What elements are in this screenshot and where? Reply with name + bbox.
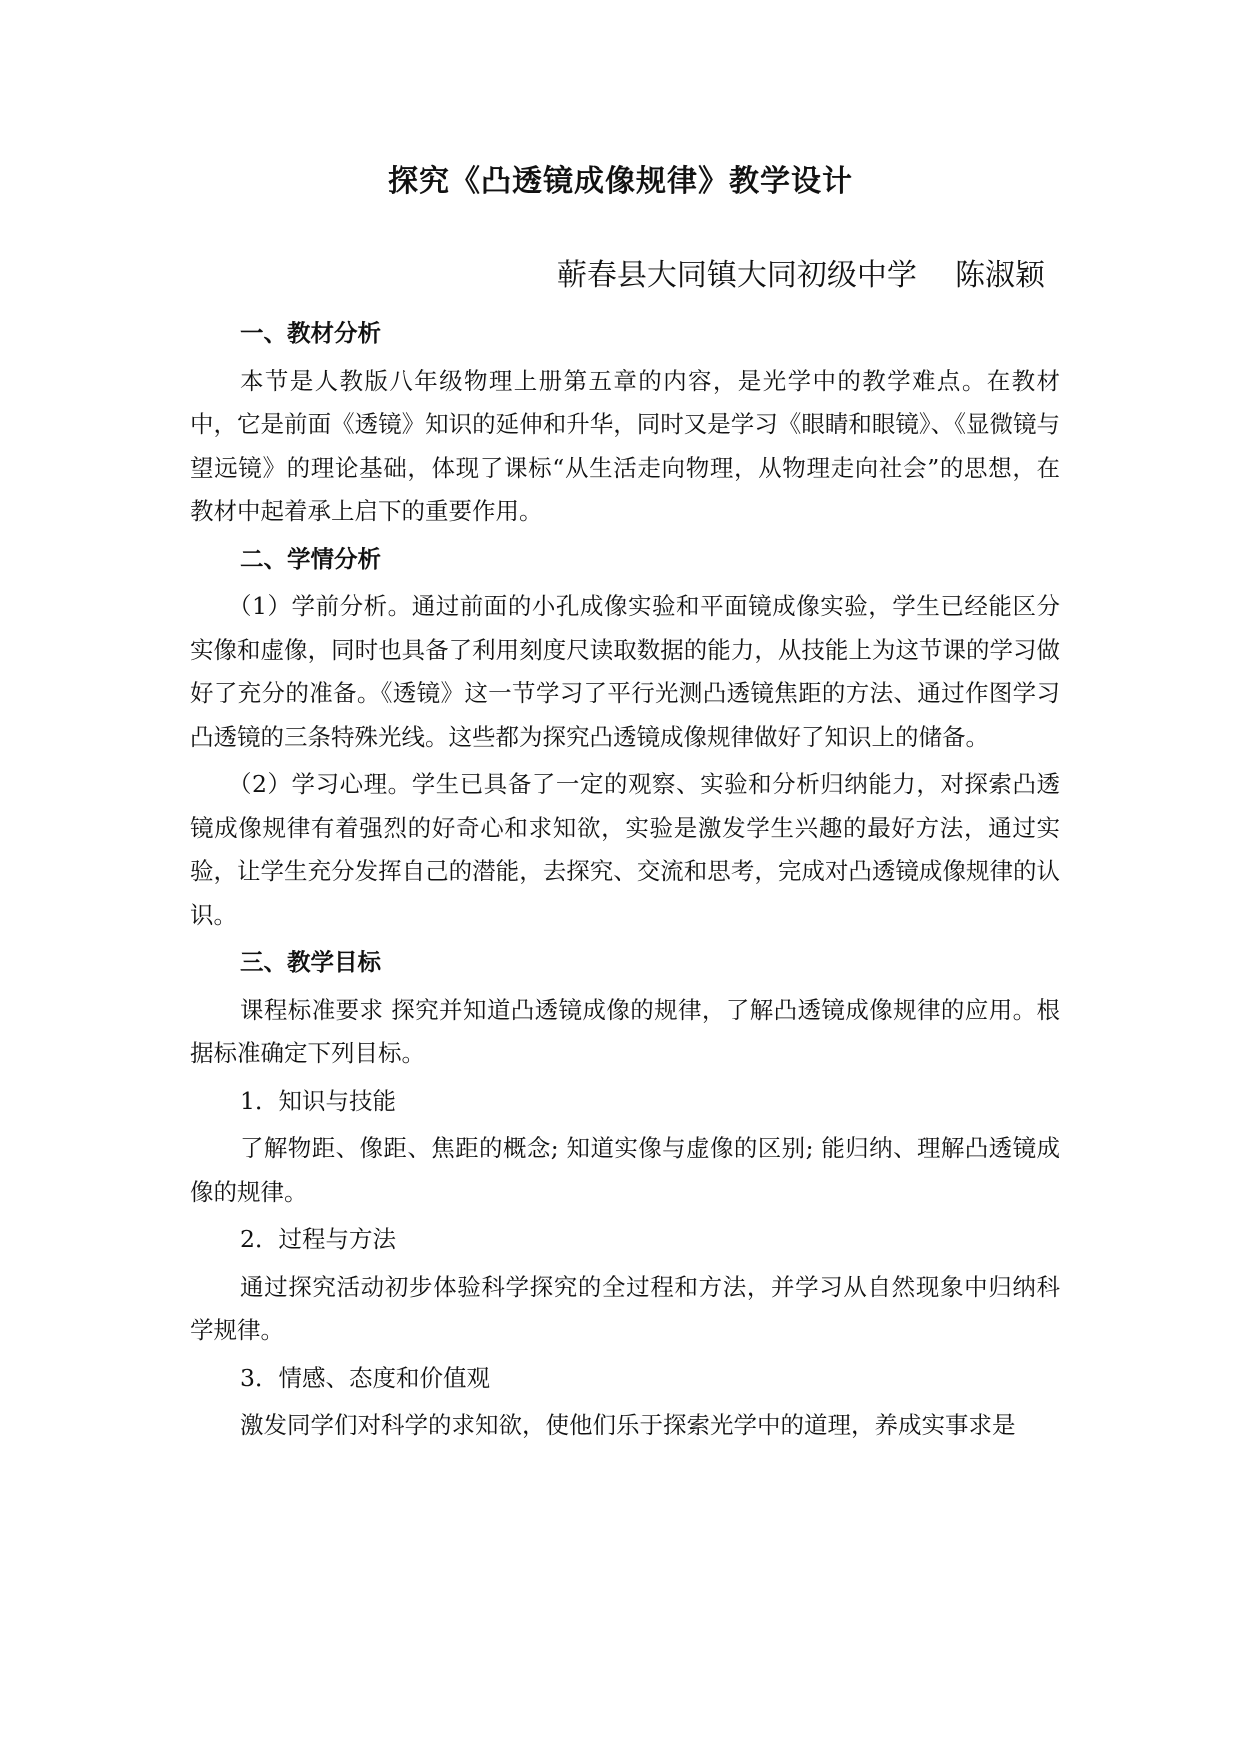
paragraph: （1）学前分析。通过前面的小孔成像实验和平面镜成像实验，学生已经能区分实像和虚像，同时也具备了利用刻度尺读取数据的能力，从技能上为这节课的学习做好了充分的准备。《透镜》这一节学习了平行光测凸透镜焦距的方法、通过作图学习凸透镜的三条特殊光线。这些都为探究凸透镜成像规律做好了知识上的储备。: [190, 592, 1060, 751]
section-heading-teaching-goals: 三、教学目标: [240, 948, 381, 976]
document-title: 探究《凸透镜成像规律》教学设计: [388, 164, 853, 199]
paragraph: 课程标准要求 探究并知道凸透镜成像的规律，了解凸透镜成像规律的应用。根据标准确定下列目标。: [190, 995, 1060, 1067]
paragraph: 了解物距、像距、焦距的概念; 知道实像与虚像的区别; 能归纳、理解凸透镜成像的规律。: [190, 1134, 1060, 1206]
paragraph: （2）学习心理。学生已具备了一定的观察、实验和分析归纳能力，对探索凸透镜成像规律有着强烈的好奇心和求知欲，实验是激发学生兴趣的最好方法，通过实验，让学生充分发挥自己的潜能，去探究、交流和思考，完成对凸透镜成像规律的认识。: [190, 770, 1060, 929]
subsection-label-knowledge-skills: 1．知识与技能: [240, 1086, 396, 1115]
paragraph: 本节是人教版八年级物理上册第五章的内容，是光学中的教学难点。在教材中，它是前面《透镜》知识的延伸和升华，同时又是学习《眼睛和眼镜》、《显微镜与望远镜》的理论基础，体现了课标“从生活走向物理，从物理走向社会”的思想，在教材中起着承上启下的重要作用。: [190, 366, 1060, 525]
paragraph: 激发同学们对科学的求知欲，使他们乐于探索光学中的道理，养成实事求是: [240, 1411, 1016, 1439]
section-heading-textbook-analysis: 一、教材分析: [240, 319, 381, 347]
paragraph: 通过探究活动初步体验科学探究的全过程和方法，并学习从自然现象中归纳科学规律。: [190, 1272, 1060, 1344]
section-heading-student-analysis: 二、学情分析: [240, 544, 381, 573]
author-line: 蕲春县大同镇大同初级中学 陈淑颖: [556, 258, 1045, 293]
subsection-label-attitude-values: 3．情感、态度和价值观: [240, 1363, 490, 1392]
subsection-label-process-method: 2．过程与方法: [240, 1225, 396, 1253]
document-body: [190, 312, 1060, 1452]
